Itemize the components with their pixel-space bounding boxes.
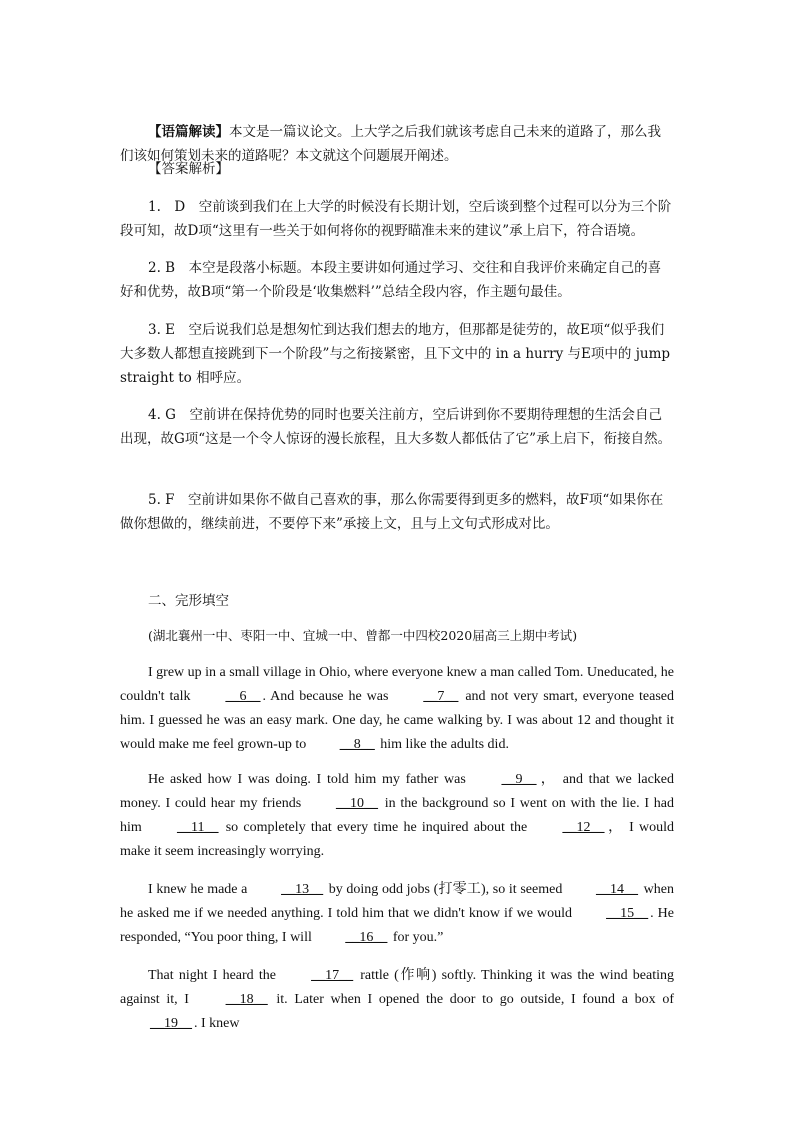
reading-label: 【语篇解读】 — [148, 124, 229, 140]
cloze-text: it. Later when I opened the door to go outside, I found a box of — [269, 992, 674, 1007]
blank-12: __12__ — [562, 820, 605, 835]
blank-8: __8__ — [339, 737, 375, 752]
blank-13: __13__ — [281, 882, 324, 897]
blank-18: __18__ — [225, 992, 268, 1007]
blank-10: __10__ — [335, 796, 378, 811]
blank-11: __11__ — [177, 820, 219, 835]
cloze-text: I grew up in a small village in Ohio, where everyone knew a man called Tom. Uneducated, he couldn't talk — [120, 665, 674, 704]
blank-16: __16__ — [345, 930, 388, 945]
answer-item-4: 4. G 空前讲在保持优势的同时也要关注前方，空后讲到你不要期待理想的生活会自己出现，故G项“这是一个令人惊讶的漫长旅程，且大多数人都低估了它”承上启下，衔接自然。 — [120, 407, 672, 447]
cloze-text: . He responded, “You poor thing, I will — [120, 906, 674, 945]
blank-7: __7__ — [423, 689, 459, 704]
answer-analysis-heading: 【答案解析】 — [148, 161, 229, 177]
cloze-text: I knew he made a — [148, 882, 252, 897]
cloze-paragraph-2 — [120, 768, 674, 864]
blank-14: __14__ — [596, 882, 639, 897]
cloze-text: . And because he was — [262, 689, 394, 704]
source-note: (湖北襄州一中、枣阳一中、宜城一中、曾都一中四校2020届高三上期中考试) — [148, 628, 578, 643]
answer-item-2: 2. B 本空是段落小标题。本段主要讲如何通过学习、交往和自我评价来确定自己的喜好和优势，故B项“第一个阶段是‘收集燃料’”总结全段内容，作主题句最佳。 — [120, 260, 662, 300]
blank-17: __17__ — [311, 968, 354, 983]
cloze-text: when he asked me if we needed anything. I told him that we didn't know if we would — [120, 882, 675, 921]
cloze-text: in the background so I went on with the lie. I had him — [120, 796, 674, 835]
answer-item-1: 1. D 空前谈到我们在上大学的时候没有长期计划，空后谈到整个过程可以分为三个阶段可知，故D项“这里有一些关于如何将你的视野瞄准未来的建议”承上启下，符合语境。 — [120, 199, 672, 239]
answer-item-5: 5. F 空前讲如果你不做自己喜欢的事，那么你需要得到更多的燃料，故F项“如果你在做你想做的，继续前进，不要停下来”承接上文，且与上文句式形成对比。 — [120, 492, 664, 532]
reading-text: 本文是一篇议论文。上大学之后我们就该考虑自己未来的道路了，那么我们该如何策划未来的道路呢？本文就这个问题展开阐述。 — [120, 124, 661, 164]
cloze-text: and not very smart, everyone teased him. I guessed he was an easy mark. One day, he came walking by. I was about 12 and thought it would make me feel grown-up to — [120, 689, 674, 752]
answer-item-3: 3. E 空后说我们总是想匆忙到达我们想去的地方，但那都是徒劳的，故E项“似乎我们大多数人都想直接跳到下一个阶段”与之衔接紧密，且下文中的 in a hurry 与E项中的 jump straight to 相呼应。 — [120, 322, 671, 386]
cloze-text: so completely that every time he inquired about the — [220, 820, 533, 835]
cloze-text: That night I heard the — [148, 968, 282, 983]
blank-9: __9__ — [501, 772, 537, 787]
cloze-paragraph-1 — [120, 661, 674, 757]
cloze-text: . I knew — [194, 1016, 240, 1031]
cloze-text: him like the adults did. — [376, 737, 509, 752]
cloze-text: He asked how I was doing. I told him my father was — [148, 772, 472, 787]
cloze-paragraph-3 — [120, 878, 674, 950]
cloze-text: ， I would make it seem increasingly worrying. — [120, 820, 674, 859]
blank-15: __15__ — [606, 906, 649, 921]
cloze-text: ， and that we lacked money. I could hear my friends — [120, 772, 675, 811]
blank-6: __6__ — [225, 689, 261, 704]
section-title: 二、完形填空 — [148, 593, 229, 609]
cloze-text: rattle (作响) softly. Thinking it was the wind beating against it, I — [120, 968, 674, 1007]
cloze-text: for you.” — [389, 930, 444, 945]
blank-19: __19__ — [150, 1016, 192, 1031]
cloze-text: by doing odd jobs (打零工), so it seemed — [325, 882, 567, 897]
cloze-paragraph-4 — [120, 964, 674, 1036]
